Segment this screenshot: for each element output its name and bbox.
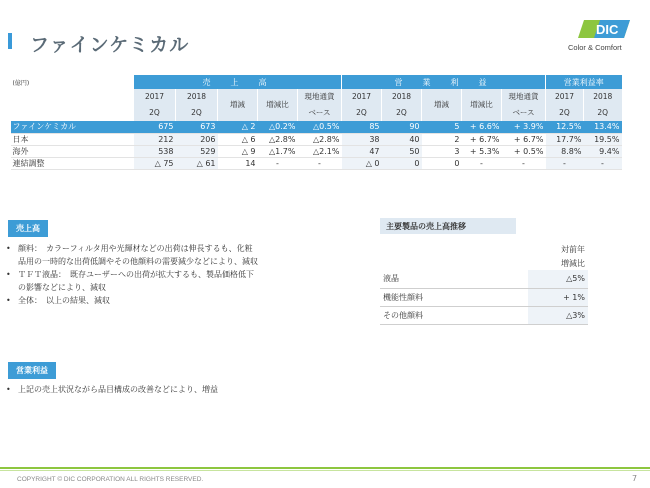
header-ratio: 増減比 [462, 89, 502, 121]
financial-table [10, 75, 622, 170]
sales-section-label: 売上高 [8, 220, 48, 237]
sales-group-header: 売 上 高 [134, 75, 342, 89]
table-row: 海外 538 529 △ 9 △1.7% △2.1% 47 50 3 + 5.3% + 0.5% 8.8% 9.4% [12, 146, 620, 156]
op-bullet-list [4, 383, 344, 396]
products-table [380, 242, 588, 325]
unit-label: (億円) [12, 79, 30, 87]
footer-divider-light [0, 470, 650, 471]
table-row: 機能性顔料 + 1% [380, 288, 588, 306]
products-col-header: 増減比 [561, 258, 585, 268]
header-change: 増減 [218, 89, 258, 121]
table-row: 日本 212 206 △ 6 △2.8% △2.8% 38 40 2 + 6.7% + 6.7% 17.7% 19.5% [12, 134, 620, 144]
header-2017: 2017 2Q [134, 89, 176, 121]
company-logo [568, 20, 638, 60]
products-section-label: 主要製品の売上高推移 [380, 218, 516, 234]
logo-tagline: Color & Comfort [568, 43, 622, 52]
table-row: ファインケミカル 675 673 △ 2 △0.2% △0.5% 85 90 5 + 6.6% + 3.9% 12.5% 13.4% [12, 122, 620, 132]
sales-bullet-list [4, 242, 344, 307]
table-row: 液晶 △5% [380, 270, 588, 288]
copyright-text: COPYRIGHT © DIC CORPORATION ALL RIGHTS RESERVED. [17, 476, 204, 483]
table-row: その他顔料 △3% [380, 306, 588, 324]
title-accent-bar [8, 33, 12, 49]
table-row: 連結調整 △ 75 △ 61 14 - - △ 0 0 0 - - - - [11, 157, 622, 169]
header-2018: 2018 2Q [584, 89, 622, 121]
header-2018: 2018 2Q [382, 89, 422, 121]
list-item: • ＴＦＴ液晶： 既存ユーザーへの出荷が拡大するも、製品価格低下 の影響などにより、減収 [4, 268, 344, 294]
header-change: 増減 [422, 89, 462, 121]
list-item: • 全体： 以上の結果、減収 [4, 294, 344, 307]
dic-logo-icon [578, 20, 630, 38]
page-number: 7 [632, 474, 638, 483]
header-local: 現地通貨 ベース [502, 89, 546, 121]
header-2017: 2017 2Q [546, 89, 584, 121]
header-local: 現地通貨 ベース [298, 89, 342, 121]
header-2018: 2018 2Q [176, 89, 218, 121]
page-title: ファインケミカル [30, 34, 190, 56]
header-2017: 2017 2Q [342, 89, 382, 121]
list-item: • 顔料： カラーフィルタ用や光輝材などの出荷は伸長するも、化粧 品用の一時的な出荷低調やその他顔料の需要減少などにより、減収 [4, 242, 344, 268]
list-item: • 上記の売上状況ながら品目構成の改善などにより、増益 [4, 383, 344, 396]
op-group-header: 営 業 利 益 [342, 75, 546, 89]
footer-divider [0, 467, 650, 469]
op-section-label: 営業利益 [8, 362, 56, 379]
header-ratio: 増減比 [258, 89, 298, 121]
margin-group-header: 営業利益率 [546, 75, 622, 89]
svg-text:DIC: DIC [596, 22, 619, 37]
products-col-header: 対前年 [561, 244, 585, 254]
